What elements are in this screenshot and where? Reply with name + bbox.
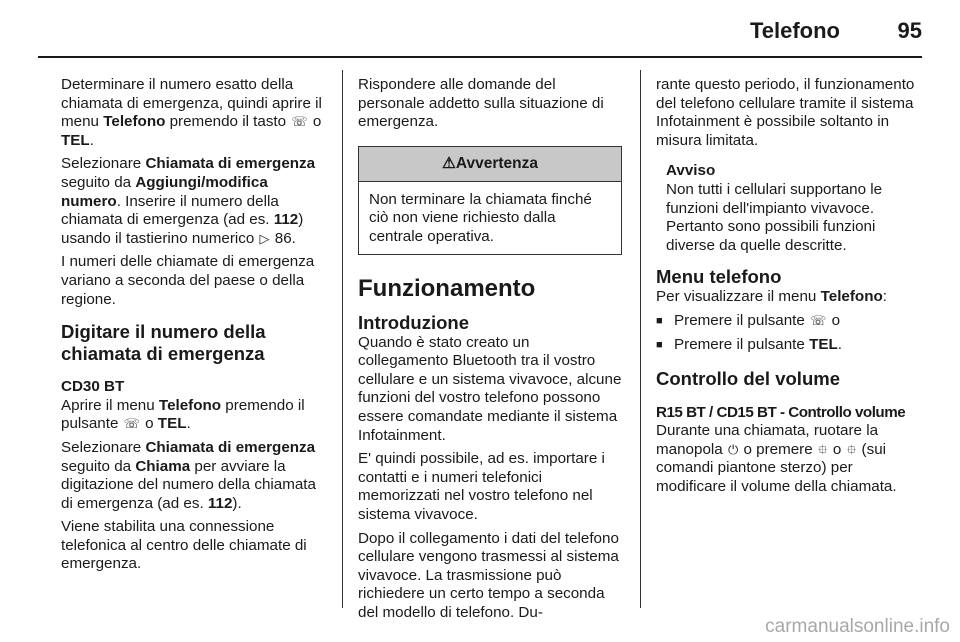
note-body: Non tutti i cellulari supportano le funzioni dell'impianto vivavoce. Pertanto sono possibili funzioni diverse da quelle descritte.	[666, 180, 883, 254]
page-reference-icon: ▷	[259, 230, 270, 246]
subsection-heading: Introduzione	[358, 311, 469, 333]
list-item: ■ Premere il pulsante ☏ o	[656, 311, 841, 329]
paragraph: Quando è stato creato un collegamento Bluetooth tra il vostro cellulare e un sistema vivavoce, alcune funzioni del vostro telefono possono essere comandate mediante il sistema Infotainment.	[358, 333, 622, 444]
warning-icon: ⚠	[441, 154, 456, 172]
paragraph: Durante una chiamata, ruotare la manopola ⏻ o premere ⯐ o ⯐ (sui comandi piantone sterzo) per modificare il volume della chiamata.	[656, 422, 897, 495]
paragraph: Selezionare Chiamata di emergenza seguito da Chiama per avviare la digitazione del numero della chiamata di emergenza (ad es. 112).	[61, 438, 316, 512]
warning-body: Non terminare la chiamata finché ciò non viene richiesto dalla centrale operativa.	[369, 190, 592, 245]
note-box	[656, 162, 922, 255]
column-3	[656, 76, 922, 502]
paragraph: I numeri delle chiamate di emergenza variano a seconda del paese o della regione.	[61, 253, 315, 308]
paragraph: Per visualizzare il menu Telefono:	[656, 288, 887, 306]
column-divider	[640, 70, 641, 608]
column-1	[61, 76, 325, 579]
paragraph: Dopo il collegamento i dati del telefono cellulare vengono trasmessi al sistema vivavoce. La trasmissione può richiedere un certo tempo a seconda del modello di telefono. Du-	[358, 529, 619, 621]
paragraph: Viene stabilita una connessione telefonica al centro delle chiamate di emergenza.	[61, 518, 307, 573]
bullet-icon: ■	[656, 314, 663, 327]
volume-down-icon: ⯐	[846, 441, 857, 457]
phone-icon: ☏	[810, 312, 827, 328]
note-title: Avviso	[666, 162, 716, 180]
warning-box	[358, 146, 622, 255]
phone-icon: ☏	[291, 114, 308, 130]
chapter-heading: Funzionamento	[358, 274, 536, 302]
section-heading: Controllo del volume	[656, 368, 840, 390]
section-heading: Digitare il numero della chiamata di emergenza	[61, 321, 266, 364]
running-title: Telefono	[749, 18, 840, 43]
paragraph: Rispondere alle domande del personale addetto sulla situazione di emergenza.	[358, 76, 604, 131]
watermark: carmanualsonline.info	[765, 616, 950, 637]
volume-knob-icon: ⏻	[727, 441, 739, 457]
list-item: ■ Premere il pulsante TEL.	[656, 335, 842, 353]
column-2	[358, 76, 622, 627]
phone-icon: ☏	[123, 416, 140, 432]
paragraph: Aprire il menu Telefono premendo il pulsante ☏ o TEL.	[61, 396, 305, 433]
warning-header: ⚠Avvertenza	[359, 147, 621, 182]
header-rule	[38, 56, 922, 58]
paragraph: Selezionare Chiamata di emergenza seguito da Aggiungi/modifica numero. Inserire il numero della chiamata di emergenza (ad es. 112) usando il tastierino numerico ▷ 86.	[61, 155, 316, 247]
paragraph: rante questo periodo, il funzionamento del telefono cellulare tramite il sistema Infotainment è possibile soltanto in misura limitata.	[656, 76, 915, 149]
column-divider	[342, 70, 343, 608]
paragraph: E' quindi possibile, ad es. importare i contatti e i numeri telefonici memorizzati nel vostro telefono nel sistema vivavoce.	[358, 450, 605, 523]
page-header	[0, 0, 960, 58]
subsection-heading: Menu telefono	[656, 266, 782, 288]
subheading: CD30 BT	[61, 378, 125, 396]
page-number: 95	[897, 18, 922, 43]
volume-up-icon: ⯐	[817, 441, 828, 457]
bullet-icon: ■	[656, 338, 663, 351]
paragraph: Determinare il numero esatto della chiamata di emergenza, quindi aprire il menu Telefono premendo il tasto ☏ o TEL.	[61, 76, 322, 149]
subheading: R15 BT / CD15 BT - Controllo volume	[656, 403, 906, 421]
